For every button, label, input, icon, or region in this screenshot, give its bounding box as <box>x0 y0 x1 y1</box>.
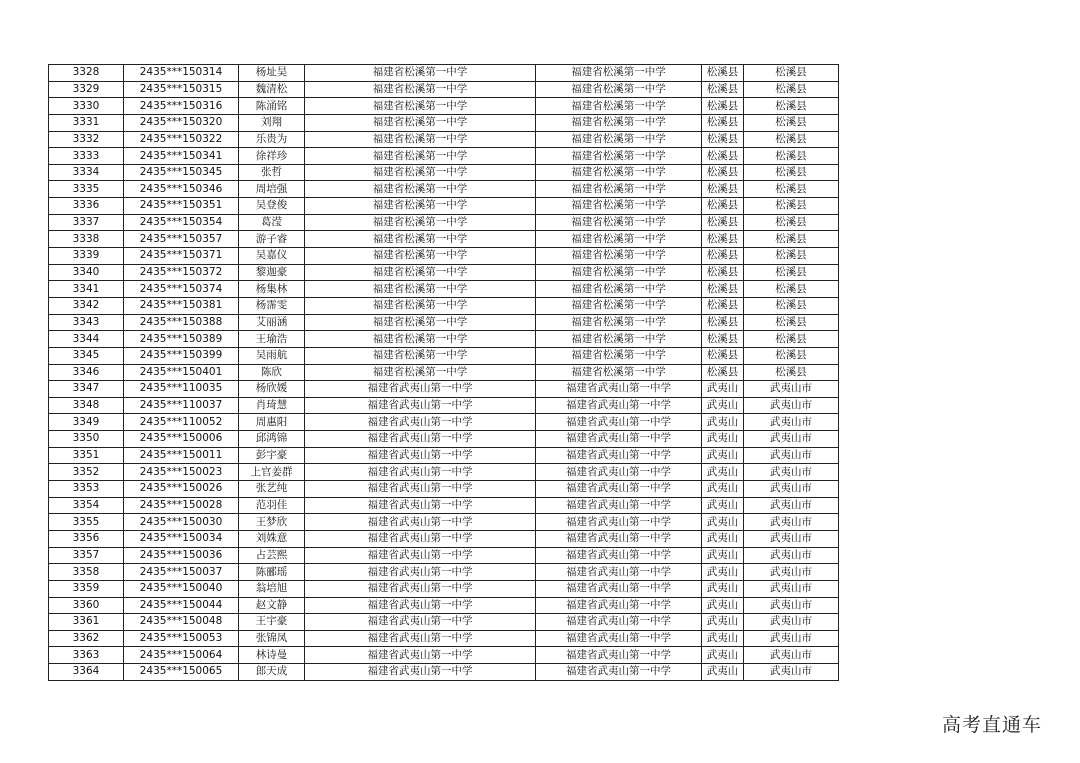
row-number-cell: 3355 <box>49 514 124 531</box>
student-name-cell: 吴雨航 <box>239 347 305 364</box>
table-row <box>49 481 839 498</box>
district-cell: 武夷山 <box>702 614 744 631</box>
school-registered-cell: 福建省武夷山第一中学 <box>536 381 702 398</box>
table-row <box>49 414 839 431</box>
exam-id-cell: 2435***150320 <box>124 114 239 131</box>
district-cell: 武夷山 <box>702 481 744 498</box>
city-cell: 松溪县 <box>744 81 839 98</box>
district-cell: 武夷山 <box>702 464 744 481</box>
school-registered-cell: 福建省松溪第一中学 <box>536 347 702 364</box>
school-cell: 福建省武夷山第一中学 <box>305 580 536 597</box>
exam-id-cell: 2435***150371 <box>124 248 239 265</box>
school-registered-cell: 福建省松溪第一中学 <box>536 297 702 314</box>
student-name-cell: 刘翔 <box>239 114 305 131</box>
city-cell: 松溪县 <box>744 331 839 348</box>
city-cell: 松溪县 <box>744 98 839 115</box>
city-cell: 武夷山市 <box>744 614 839 631</box>
school-cell: 福建省武夷山第一中学 <box>305 381 536 398</box>
row-number-cell: 3344 <box>49 331 124 348</box>
exam-id-cell: 2435***150315 <box>124 81 239 98</box>
table-row <box>49 547 839 564</box>
district-cell: 武夷山 <box>702 630 744 647</box>
city-cell: 松溪县 <box>744 264 839 281</box>
table-row <box>49 597 839 614</box>
student-name-cell: 王瑜浩 <box>239 331 305 348</box>
student-name-cell: 张哲 <box>239 164 305 181</box>
district-cell: 松溪县 <box>702 148 744 165</box>
table-row <box>49 364 839 381</box>
city-cell: 松溪县 <box>744 281 839 298</box>
row-number-cell: 3342 <box>49 297 124 314</box>
row-number-cell: 3363 <box>49 647 124 664</box>
table-row <box>49 98 839 115</box>
exam-id-cell: 2435***150351 <box>124 198 239 215</box>
school-cell: 福建省松溪第一中学 <box>305 214 536 231</box>
school-registered-cell: 福建省武夷山第一中学 <box>536 647 702 664</box>
school-registered-cell: 福建省松溪第一中学 <box>536 114 702 131</box>
row-number-cell: 3334 <box>49 164 124 181</box>
table-row <box>49 630 839 647</box>
city-cell: 松溪县 <box>744 114 839 131</box>
student-name-cell: 周培强 <box>239 181 305 198</box>
city-cell: 松溪县 <box>744 297 839 314</box>
city-cell: 武夷山市 <box>744 647 839 664</box>
student-name-cell: 郎天成 <box>239 664 305 681</box>
table-row <box>49 214 839 231</box>
district-cell: 松溪县 <box>702 347 744 364</box>
row-number-cell: 3337 <box>49 214 124 231</box>
table-row <box>49 580 839 597</box>
city-cell: 松溪县 <box>744 65 839 82</box>
school-registered-cell: 福建省松溪第一中学 <box>536 231 702 248</box>
row-number-cell: 3336 <box>49 198 124 215</box>
school-registered-cell: 福建省松溪第一中学 <box>536 181 702 198</box>
city-cell: 武夷山市 <box>744 497 839 514</box>
school-registered-cell: 福建省武夷山第一中学 <box>536 397 702 414</box>
exam-id-cell: 2435***150028 <box>124 497 239 514</box>
school-cell: 福建省松溪第一中学 <box>305 164 536 181</box>
row-number-cell: 3330 <box>49 98 124 115</box>
school-cell: 福建省松溪第一中学 <box>305 331 536 348</box>
school-cell: 福建省松溪第一中学 <box>305 281 536 298</box>
table-row <box>49 431 839 448</box>
district-cell: 松溪县 <box>702 248 744 265</box>
student-name-cell: 周惠阳 <box>239 414 305 431</box>
exam-id-cell: 2435***150026 <box>124 481 239 498</box>
row-number-cell: 3332 <box>49 131 124 148</box>
school-registered-cell: 福建省武夷山第一中学 <box>536 630 702 647</box>
school-cell: 福建省松溪第一中学 <box>305 81 536 98</box>
table-row <box>49 131 839 148</box>
city-cell: 松溪县 <box>744 131 839 148</box>
exam-id-cell: 2435***150006 <box>124 431 239 448</box>
row-number-cell: 3329 <box>49 81 124 98</box>
exam-id-cell: 2435***150374 <box>124 281 239 298</box>
school-registered-cell: 福建省松溪第一中学 <box>536 98 702 115</box>
district-cell: 松溪县 <box>702 164 744 181</box>
exam-id-cell: 2435***150372 <box>124 264 239 281</box>
school-cell: 福建省武夷山第一中学 <box>305 547 536 564</box>
table-row <box>49 231 839 248</box>
student-name-cell: 邱鸿锦 <box>239 431 305 448</box>
student-name-cell: 张艺纯 <box>239 481 305 498</box>
student-name-cell: 范羽佳 <box>239 497 305 514</box>
school-registered-cell: 福建省武夷山第一中学 <box>536 431 702 448</box>
row-number-cell: 3362 <box>49 630 124 647</box>
city-cell: 武夷山市 <box>744 597 839 614</box>
student-name-cell: 游子睿 <box>239 231 305 248</box>
table-row <box>49 397 839 414</box>
district-cell: 武夷山 <box>702 597 744 614</box>
city-cell: 松溪县 <box>744 347 839 364</box>
city-cell: 武夷山市 <box>744 580 839 597</box>
city-cell: 武夷山市 <box>744 447 839 464</box>
school-registered-cell: 福建省武夷山第一中学 <box>536 447 702 464</box>
table-row <box>49 164 839 181</box>
district-cell: 武夷山 <box>702 397 744 414</box>
exam-id-cell: 2435***150048 <box>124 614 239 631</box>
school-cell: 福建省松溪第一中学 <box>305 248 536 265</box>
school-cell: 福建省松溪第一中学 <box>305 131 536 148</box>
school-cell: 福建省松溪第一中学 <box>305 114 536 131</box>
row-number-cell: 3340 <box>49 264 124 281</box>
row-number-cell: 3333 <box>49 148 124 165</box>
row-number-cell: 3360 <box>49 597 124 614</box>
school-registered-cell: 福建省武夷山第一中学 <box>536 530 702 547</box>
exam-id-cell: 2435***150065 <box>124 664 239 681</box>
student-name-cell: 黎迦豪 <box>239 264 305 281</box>
school-registered-cell: 福建省松溪第一中学 <box>536 198 702 215</box>
city-cell: 松溪县 <box>744 364 839 381</box>
school-cell: 福建省武夷山第一中学 <box>305 530 536 547</box>
school-registered-cell: 福建省松溪第一中学 <box>536 65 702 82</box>
row-number-cell: 3359 <box>49 580 124 597</box>
row-number-cell: 3354 <box>49 497 124 514</box>
exam-id-cell: 2435***150357 <box>124 231 239 248</box>
table-row <box>49 81 839 98</box>
district-cell: 武夷山 <box>702 414 744 431</box>
table-row <box>49 114 839 131</box>
exam-id-cell: 2435***150316 <box>124 98 239 115</box>
exam-id-cell: 2435***150354 <box>124 214 239 231</box>
city-cell: 松溪县 <box>744 314 839 331</box>
student-list-table <box>48 64 839 681</box>
school-cell: 福建省武夷山第一中学 <box>305 564 536 581</box>
student-name-cell: 杨址昊 <box>239 65 305 82</box>
table-row <box>49 347 839 364</box>
exam-id-cell: 2435***150314 <box>124 65 239 82</box>
school-cell: 福建省松溪第一中学 <box>305 181 536 198</box>
school-registered-cell: 福建省武夷山第一中学 <box>536 614 702 631</box>
school-registered-cell: 福建省武夷山第一中学 <box>536 664 702 681</box>
school-cell: 福建省武夷山第一中学 <box>305 464 536 481</box>
school-registered-cell: 福建省武夷山第一中学 <box>536 464 702 481</box>
student-name-cell: 陈欣 <box>239 364 305 381</box>
school-cell: 福建省松溪第一中学 <box>305 65 536 82</box>
district-cell: 松溪县 <box>702 214 744 231</box>
school-cell: 福建省松溪第一中学 <box>305 231 536 248</box>
table-row <box>49 381 839 398</box>
exam-id-cell: 2435***150341 <box>124 148 239 165</box>
table-row <box>49 297 839 314</box>
district-cell: 松溪县 <box>702 331 744 348</box>
district-cell: 松溪县 <box>702 264 744 281</box>
student-name-cell: 林诗曼 <box>239 647 305 664</box>
school-cell: 福建省松溪第一中学 <box>305 198 536 215</box>
district-cell: 武夷山 <box>702 580 744 597</box>
student-name-cell: 徐祥珍 <box>239 148 305 165</box>
exam-id-cell: 2435***150053 <box>124 630 239 647</box>
school-registered-cell: 福建省松溪第一中学 <box>536 148 702 165</box>
district-cell: 武夷山 <box>702 447 744 464</box>
row-number-cell: 3356 <box>49 530 124 547</box>
student-name-cell: 杨霈雯 <box>239 297 305 314</box>
student-name-cell: 艾丽涵 <box>239 314 305 331</box>
student-name-cell: 彭宇豪 <box>239 447 305 464</box>
district-cell: 松溪县 <box>702 181 744 198</box>
table-body <box>49 65 839 681</box>
city-cell: 武夷山市 <box>744 547 839 564</box>
school-cell: 福建省松溪第一中学 <box>305 148 536 165</box>
school-registered-cell: 福建省武夷山第一中学 <box>536 597 702 614</box>
watermark-text: 高考直通车 <box>942 714 1043 736</box>
student-name-cell: 杨欣媛 <box>239 381 305 398</box>
row-number-cell: 3335 <box>49 181 124 198</box>
exam-id-cell: 2435***150040 <box>124 580 239 597</box>
exam-id-cell: 2435***150064 <box>124 647 239 664</box>
exam-id-cell: 2435***150322 <box>124 131 239 148</box>
city-cell: 武夷山市 <box>744 564 839 581</box>
city-cell: 武夷山市 <box>744 464 839 481</box>
table-row <box>49 331 839 348</box>
table-row <box>49 464 839 481</box>
district-cell: 武夷山 <box>702 381 744 398</box>
school-registered-cell: 福建省松溪第一中学 <box>536 281 702 298</box>
row-number-cell: 3349 <box>49 414 124 431</box>
district-cell: 武夷山 <box>702 530 744 547</box>
city-cell: 武夷山市 <box>744 664 839 681</box>
school-cell: 福建省武夷山第一中学 <box>305 447 536 464</box>
row-number-cell: 3345 <box>49 347 124 364</box>
exam-id-cell: 2435***150346 <box>124 181 239 198</box>
city-cell: 武夷山市 <box>744 397 839 414</box>
city-cell: 武夷山市 <box>744 381 839 398</box>
student-name-cell: 吴登俊 <box>239 198 305 215</box>
student-name-cell: 杨集林 <box>239 281 305 298</box>
row-number-cell: 3348 <box>49 397 124 414</box>
school-registered-cell: 福建省松溪第一中学 <box>536 264 702 281</box>
table-row <box>49 314 839 331</box>
school-registered-cell: 福建省松溪第一中学 <box>536 364 702 381</box>
district-cell: 松溪县 <box>702 297 744 314</box>
student-name-cell: 葛滢 <box>239 214 305 231</box>
district-cell: 松溪县 <box>702 65 744 82</box>
exam-id-cell: 2435***150345 <box>124 164 239 181</box>
exam-id-cell: 2435***150388 <box>124 314 239 331</box>
exam-id-cell: 2435***150037 <box>124 564 239 581</box>
exam-id-cell: 2435***110052 <box>124 414 239 431</box>
district-cell: 松溪县 <box>702 198 744 215</box>
student-name-cell: 魏清松 <box>239 81 305 98</box>
table-row <box>49 614 839 631</box>
exam-id-cell: 2435***110035 <box>124 381 239 398</box>
student-name-cell: 翁培旭 <box>239 580 305 597</box>
table-row <box>49 447 839 464</box>
table-row <box>49 497 839 514</box>
exam-id-cell: 2435***150399 <box>124 347 239 364</box>
row-number-cell: 3328 <box>49 65 124 82</box>
school-cell: 福建省武夷山第一中学 <box>305 414 536 431</box>
exam-id-cell: 2435***150034 <box>124 530 239 547</box>
city-cell: 松溪县 <box>744 164 839 181</box>
exam-id-cell: 2435***150023 <box>124 464 239 481</box>
city-cell: 武夷山市 <box>744 630 839 647</box>
row-number-cell: 3341 <box>49 281 124 298</box>
exam-id-cell: 2435***150381 <box>124 297 239 314</box>
row-number-cell: 3353 <box>49 481 124 498</box>
school-registered-cell: 福建省松溪第一中学 <box>536 81 702 98</box>
student-name-cell: 陈涌铭 <box>239 98 305 115</box>
row-number-cell: 3357 <box>49 547 124 564</box>
row-number-cell: 3364 <box>49 664 124 681</box>
school-cell: 福建省松溪第一中学 <box>305 364 536 381</box>
city-cell: 松溪县 <box>744 181 839 198</box>
city-cell: 松溪县 <box>744 231 839 248</box>
student-name-cell: 占芸熙 <box>239 547 305 564</box>
table-row <box>49 647 839 664</box>
district-cell: 武夷山 <box>702 664 744 681</box>
school-registered-cell: 福建省武夷山第一中学 <box>536 580 702 597</box>
district-cell: 松溪县 <box>702 81 744 98</box>
table-row <box>49 264 839 281</box>
district-cell: 武夷山 <box>702 647 744 664</box>
student-name-cell: 吴嘉仪 <box>239 248 305 265</box>
district-cell: 松溪县 <box>702 281 744 298</box>
table-row <box>49 664 839 681</box>
row-number-cell: 3331 <box>49 114 124 131</box>
table-row <box>49 514 839 531</box>
district-cell: 松溪县 <box>702 231 744 248</box>
city-cell: 松溪县 <box>744 148 839 165</box>
district-cell: 武夷山 <box>702 514 744 531</box>
city-cell: 武夷山市 <box>744 530 839 547</box>
school-cell: 福建省武夷山第一中学 <box>305 630 536 647</box>
school-cell: 福建省松溪第一中学 <box>305 98 536 115</box>
school-registered-cell: 福建省武夷山第一中学 <box>536 564 702 581</box>
school-cell: 福建省武夷山第一中学 <box>305 397 536 414</box>
district-cell: 松溪县 <box>702 364 744 381</box>
student-name-cell: 上官姜群 <box>239 464 305 481</box>
school-registered-cell: 福建省武夷山第一中学 <box>536 497 702 514</box>
table-row <box>49 181 839 198</box>
district-cell: 武夷山 <box>702 564 744 581</box>
exam-id-cell: 2435***150401 <box>124 364 239 381</box>
table-row <box>49 530 839 547</box>
school-cell: 福建省武夷山第一中学 <box>305 497 536 514</box>
student-name-cell: 王梦欣 <box>239 514 305 531</box>
table-row <box>49 148 839 165</box>
city-cell: 武夷山市 <box>744 481 839 498</box>
table-row <box>49 564 839 581</box>
exam-id-cell: 2435***150011 <box>124 447 239 464</box>
city-cell: 松溪县 <box>744 214 839 231</box>
student-name-cell: 陈郦瑶 <box>239 564 305 581</box>
school-cell: 福建省武夷山第一中学 <box>305 647 536 664</box>
city-cell: 武夷山市 <box>744 431 839 448</box>
row-number-cell: 3352 <box>49 464 124 481</box>
district-cell: 松溪县 <box>702 114 744 131</box>
student-name-cell: 肖琦慧 <box>239 397 305 414</box>
district-cell: 武夷山 <box>702 547 744 564</box>
district-cell: 武夷山 <box>702 497 744 514</box>
exam-id-cell: 2435***110037 <box>124 397 239 414</box>
city-cell: 松溪县 <box>744 248 839 265</box>
district-cell: 松溪县 <box>702 314 744 331</box>
city-cell: 武夷山市 <box>744 414 839 431</box>
school-registered-cell: 福建省松溪第一中学 <box>536 248 702 265</box>
school-cell: 福建省武夷山第一中学 <box>305 431 536 448</box>
student-name-cell: 乐贵为 <box>239 131 305 148</box>
table-row <box>49 248 839 265</box>
student-name-cell: 刘姝意 <box>239 530 305 547</box>
school-cell: 福建省武夷山第一中学 <box>305 481 536 498</box>
student-name-cell: 张锦凤 <box>239 630 305 647</box>
school-registered-cell: 福建省松溪第一中学 <box>536 131 702 148</box>
district-cell: 松溪县 <box>702 98 744 115</box>
school-cell: 福建省武夷山第一中学 <box>305 614 536 631</box>
row-number-cell: 3351 <box>49 447 124 464</box>
exam-id-cell: 2435***150030 <box>124 514 239 531</box>
exam-id-cell: 2435***150044 <box>124 597 239 614</box>
school-registered-cell: 福建省松溪第一中学 <box>536 331 702 348</box>
row-number-cell: 3350 <box>49 431 124 448</box>
city-cell: 松溪县 <box>744 198 839 215</box>
row-number-cell: 3339 <box>49 248 124 265</box>
school-cell: 福建省松溪第一中学 <box>305 297 536 314</box>
school-cell: 福建省武夷山第一中学 <box>305 514 536 531</box>
row-number-cell: 3338 <box>49 231 124 248</box>
student-name-cell: 赵文静 <box>239 597 305 614</box>
school-registered-cell: 福建省松溪第一中学 <box>536 314 702 331</box>
school-registered-cell: 福建省松溪第一中学 <box>536 164 702 181</box>
school-cell: 福建省武夷山第一中学 <box>305 597 536 614</box>
table-row <box>49 65 839 82</box>
district-cell: 松溪县 <box>702 131 744 148</box>
exam-id-cell: 2435***150036 <box>124 547 239 564</box>
row-number-cell: 3358 <box>49 564 124 581</box>
table-row <box>49 198 839 215</box>
row-number-cell: 3346 <box>49 364 124 381</box>
school-registered-cell: 福建省武夷山第一中学 <box>536 547 702 564</box>
table-row <box>49 281 839 298</box>
city-cell: 武夷山市 <box>744 514 839 531</box>
row-number-cell: 3343 <box>49 314 124 331</box>
student-name-cell: 王宇豪 <box>239 614 305 631</box>
district-cell: 武夷山 <box>702 431 744 448</box>
school-registered-cell: 福建省武夷山第一中学 <box>536 481 702 498</box>
exam-id-cell: 2435***150389 <box>124 331 239 348</box>
school-registered-cell: 福建省武夷山第一中学 <box>536 414 702 431</box>
row-number-cell: 3347 <box>49 381 124 398</box>
school-registered-cell: 福建省武夷山第一中学 <box>536 514 702 531</box>
school-cell: 福建省松溪第一中学 <box>305 264 536 281</box>
school-cell: 福建省松溪第一中学 <box>305 314 536 331</box>
school-registered-cell: 福建省松溪第一中学 <box>536 214 702 231</box>
school-cell: 福建省武夷山第一中学 <box>305 664 536 681</box>
school-cell: 福建省松溪第一中学 <box>305 347 536 364</box>
row-number-cell: 3361 <box>49 614 124 631</box>
